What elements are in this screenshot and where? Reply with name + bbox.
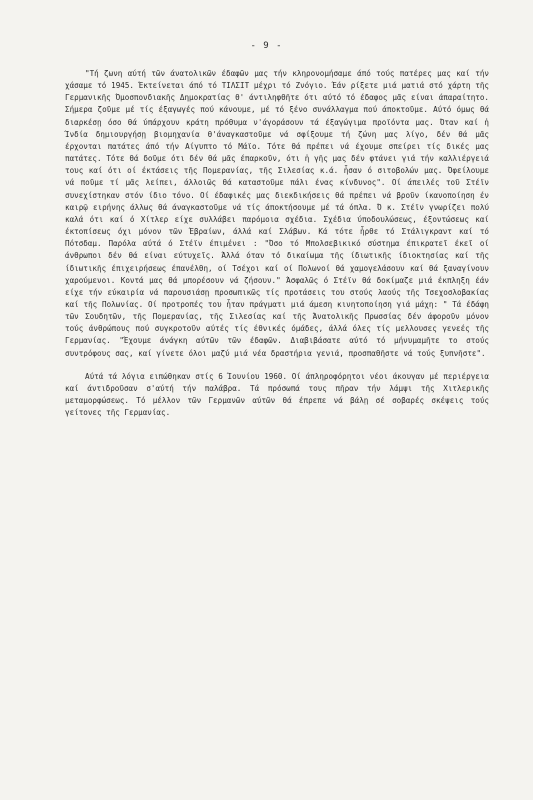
paragraph-1: "Τή ζωνη αύτή τῶν άνατολικῶν έδαφῶν μας τήν κληρονομήσαμε άπό τούς πατέρες μας καί τήν χάσαμε τό 1945. Έκτείνεται άπό τό ΤΙΛΣΙΤ μέχρι τό Ζνόγιο. Έάν ρίξετε μιά ματιά στό χάρτη τῆς Γερμανικῆς Όμοσπονδιακῆς Δημοκρατίας θ' άντιληφθῆτε ότι αύτό τό έδαφος μᾶς είναι άπαραίτητο. Σήμερα ζοῦμε μέ τίς έξαγωγές πού κάνουμε, μέ τό ξένο συνάλλαγμα πού άποκτοῦμε. Αύτό όμως θά διαρκέσῃ όσο θά ύπάρχουν κράτη πρόθυμα ν'άγοράσουν τά έξαγώγιμα προϊόντα μας. Όταν καί ἡ Ίνδία δημιουργήσῃ βιομηχανία θ'άναγκαστοῦμε νά σφίξουμε τή ζώνη μας λίγο, δέν θά μᾶς έρχονται πατάτες άπό τήν Αίγυπτο τό Μάϊο. Τότε θά πρέπει νά έχουμε σπείρει τίς δικές μας πατάτες. Τότε θά δοῦμε ότι δέν θά μᾶς έπαρκοῦν, ότι ἡ γῆς μας δέν φτάνει γιά τήν καλλιέργειά τους καί ότι οί έκτάσεις τῆς Πομερανίας, τῆς Σιλεσίας κ.ά. ἦσαν ό σιτοβολών μας. Όφείλουμε νά ποῦμε τί μᾶς λείπει, άλλοιῶς θά καταστοῦμε πάλι ένας κίνδυνος". Οί άπειλές τοῦ Στέϊν συνεχίστηκαν στόν ίδιο τόνο. Οί έδαφικές μας διεκδικήσεις θά πρέπει νά βροῦν ίκανοποίηση έν καιρῷ ειρήνης άλλως θά άναγκαστοῦμε νά τίς άποκτήσουμε μέ τά όπλα. Ό κ. Στέϊν γνωρίζει πολύ καλά ότι καί ό Χίτλερ είχε συλλάβει παρόμοια σχέδια. Σχέδια ύποδουλώσεως, έξοντώσεως καί έκτοπίσεως όχι μόνον τῶν Έβραίων, άλλά καί Σλάβων. Κά τότε ἦρθε τό Στάλιγκραντ καί τό Πότσδαμ. Παρόλα αύτά ό Στέϊν έπιμένει : "Όσο τό Μπολσεβικικό σύστημα έπικρατεῖ έκεῖ οί άνθρωποι δέν θά είναι εύτυχεῖς. Άλλά όταν τό δικαίωμα τῆς ίδιωτικῆς ίδιοκτησίας καί τῆς ίδιωτικῆς έπιχειρήσεως έπανέλθη, οί Τσέχοι καί οί Πολωνοί θά χαμογελάσουν καί θά ξαναγίνουν χαρούμενοι. Κοντά μας θά μπορέσουν νά ζήσουν." Άσφαλῶς ό Στέϊν θά δοκίμαζε μιά έκπληξη έάν είχε τήν εύκαιρία νά παρουσιάσῃ προσωπικῶς τίς προτάσεις του στούς λαούς τῆς Τσεχοσλοβακίας καί τῆς Πολωνίας. Οί προτροπές του ἦταν πράγματι μιά άμεση κινητοποίηση γιά μάχη: " Τά έδάφη τῶν Σουδητῶν, τῆς Πομερανίας, τῆς Σιλεσίας καί τῆς Άνατολικῆς Πρωσσίας δέν άφοροῦν μόνον τούς άνθρώπους πού συγκροτοῦν αύτές τίς έθνικές όμάδες, άλλά όλες τίς μελλουσες γενεές τῆς Γερμανίας. "Έχουμε άνάγκη αύτῶν τῶν έδαφῶν. Διαβιβάσατε αύτό τό μήνυμαμῆτε το στούς συντρόφους σας, καί γίνετε όλοι μαζύ μιά νέα δραστήρια γενιά, προσπαθῆστε νά τούς ξυπνῆστε". (65, 69, 489, 358)
page-number: - 9 - (250, 41, 283, 51)
paragraph-2: Αύτά τά λόγια ειπώθηκαν στίς 6 Ίουνίου 1960. Οί άπληροφόρητοι νέοι άκουγαν μέ περιέργεια καί άντιδροῦσαν σ'αύτή τήν παλάβρα. Τά πρόσωπά τους πῆραν τήν λάμψι τῆς Χιτλερικῆς μεταμορφώσεως. Τό μέλλον τῶν Γερμανῶν αύτῶν θά έπρεπε νά βάλῃ σέ σοβαρές σκέψεις τούς γείτονες τῆς Γερμανίας. (65, 371, 489, 418)
body-text (65, 68, 489, 419)
